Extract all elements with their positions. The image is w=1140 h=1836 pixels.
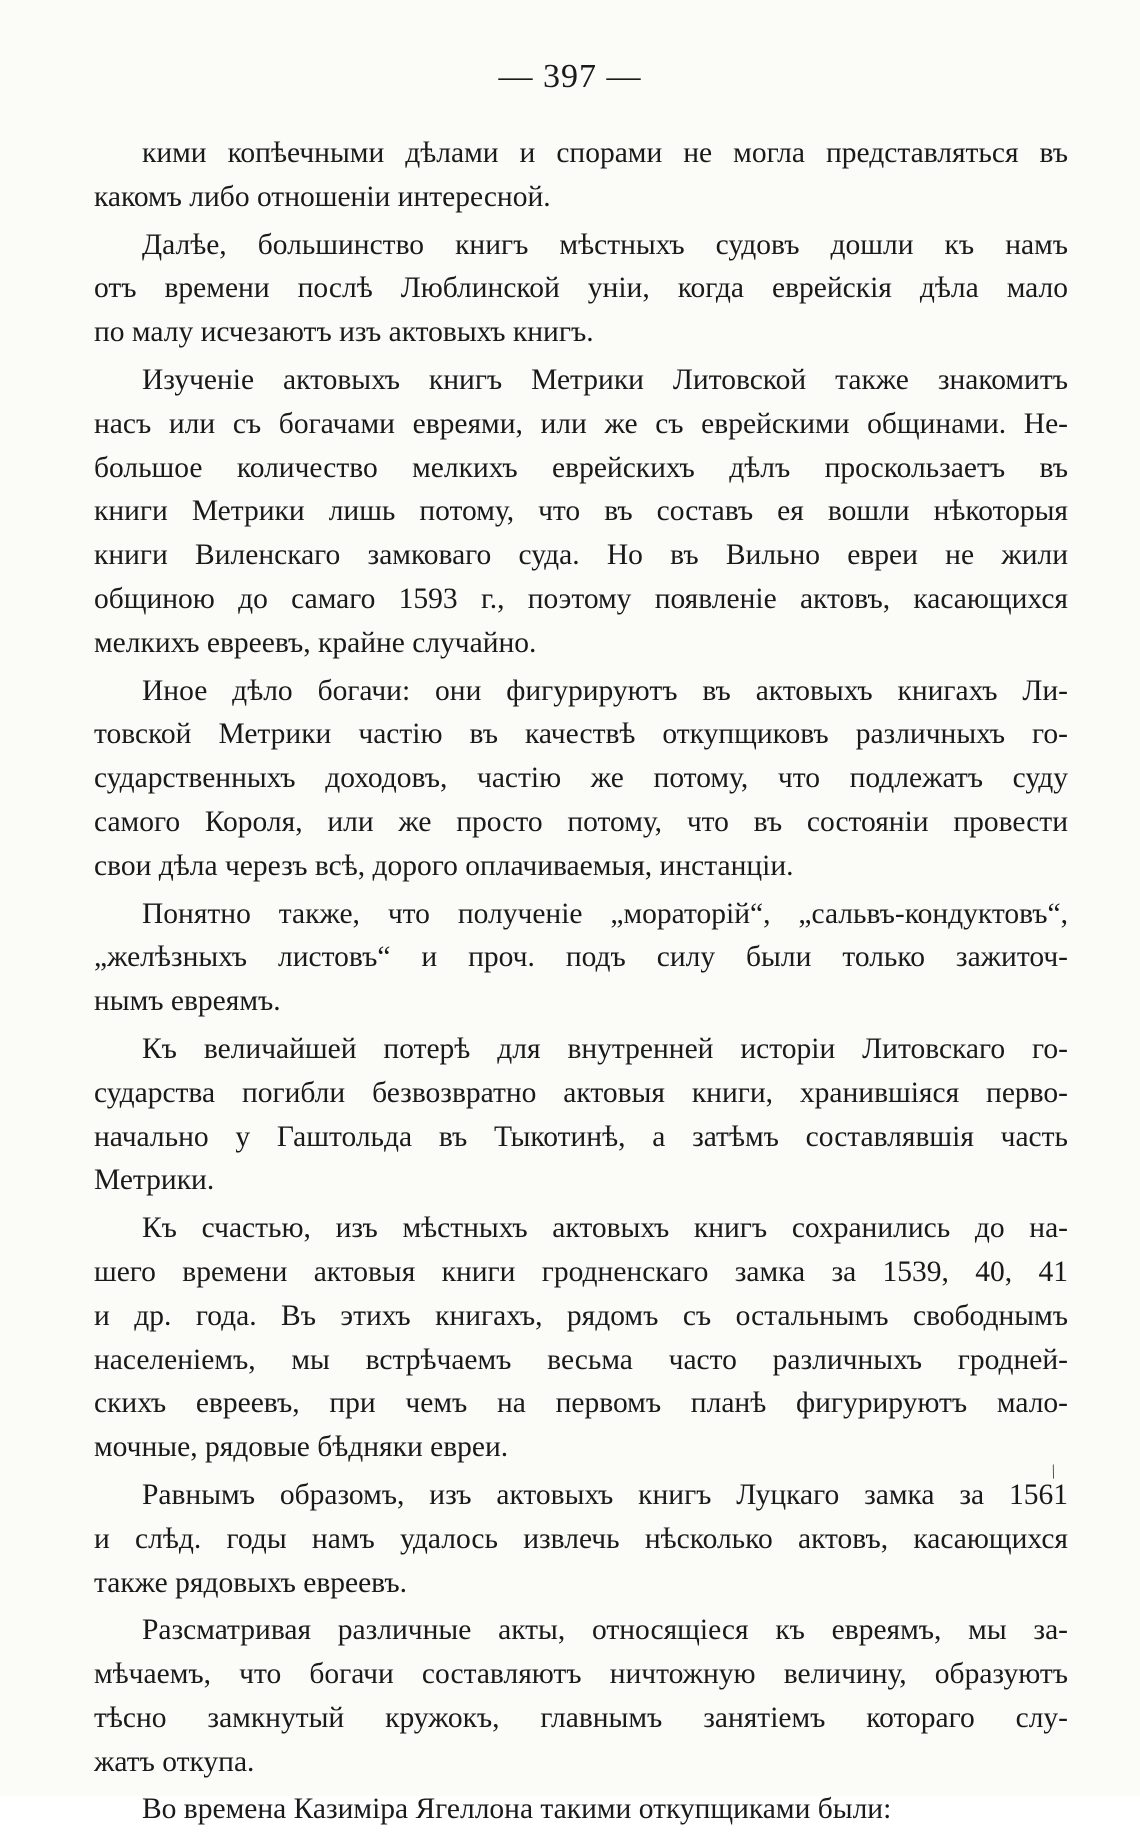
text-line: Разсматривая различные акты, относящіеся къ евреямъ, мы за-: [142, 1614, 1068, 1647]
paragraph: [94, 1609, 1068, 1784]
text-line: свои дѣла черезъ всѣ, дорого оплачиваемыя, инстанціи.: [94, 849, 794, 882]
paragraph: [94, 893, 1068, 1024]
text-line: Метрики.: [94, 1164, 215, 1197]
text-line: большое количество мелкихъ еврейскихъ дѣлъ проскользаетъ въ: [94, 451, 1068, 484]
text-line: по малу исчезаютъ изъ актовыхъ книгъ.: [94, 316, 594, 349]
margin-mark: /: [1047, 1460, 1060, 1484]
text-line: шего времени актовыя книги гродненскаго замка за 1539, 40, 41: [94, 1255, 1068, 1288]
text-line: сударства погибли безвозвратно актовыя книги, хранившіяся перво-: [94, 1076, 1068, 1109]
text-line: сударственныхъ доходовъ, частію же потому, что подлежатъ суду: [94, 762, 1068, 795]
text-line: Къ величайшей потерѣ для внутренней исторіи Литовскаго го-: [142, 1032, 1068, 1065]
text-line: Къ счастью, изъ мѣстныхъ актовыхъ книгъ сохранились до на-: [142, 1212, 1068, 1245]
text-line: Понятно также, что полученіе „мораторій“, „сальвъ-кондуктовъ“,: [142, 897, 1068, 930]
paragraph: [94, 1028, 1068, 1203]
paragraph: [94, 670, 1068, 889]
text-line: также рядовыхъ евреевъ.: [94, 1566, 408, 1599]
text-line: кими копѣечными дѣлами и спорами не могла представляться въ: [142, 137, 1068, 169]
text-line: насъ или съ богачами евреями, или же съ еврейскими общинами. Не-: [94, 407, 1068, 440]
text-line: жатъ откупа.: [94, 1745, 255, 1778]
text-line: мочные, рядовые бѣдняки евреи.: [94, 1431, 509, 1464]
text-line: и др. года. Въ этихъ книгахъ, рядомъ съ остальнымъ свободнымъ: [94, 1299, 1068, 1332]
text-line: Изученіе актовыхъ книгъ Метрики Литовской также знакомитъ: [142, 363, 1068, 396]
text-line: книги Виленскаго замковаго суда. Но въ Вильно евреи не жили: [94, 539, 1068, 572]
text-line: „желѣзныхъ листовъ“ и проч. подъ силу были только зажиточ-: [94, 941, 1068, 974]
text-line: начально у Гаштольда въ Тыкотинѣ, а затѣмъ составлявшія часть: [94, 1120, 1068, 1153]
text-body: [94, 132, 1068, 1836]
text-line: мелкихъ евреевъ, крайне случайно.: [94, 626, 537, 659]
paragraph: [94, 1788, 1068, 1832]
text-line: и слѣд. годы намъ удалось извлечь нѣсколько актовъ, касающихся: [94, 1522, 1068, 1555]
text-line: тѣсно замкнутый кружокъ, главнымъ занятіемъ котораго слу-: [94, 1701, 1068, 1734]
text-line: общиною до самаго 1593 г., поэтому появленіе актовъ, касающихся: [94, 582, 1068, 615]
text-line: книги Метрики лишь потому, что въ составъ ея вошли нѣкоторыя: [94, 495, 1068, 528]
text-line: Равнымъ образомъ, изъ актовыхъ книгъ Луцкаго замка за 1561: [142, 1478, 1068, 1511]
text-line: населеніемъ, мы встрѣчаемъ весьма часто различныхъ гродней-: [94, 1343, 1068, 1376]
paragraph: [94, 1207, 1068, 1470]
text-line: Иное дѣло богачи: они фигурируютъ въ актовыхъ книгахъ Ли-: [142, 674, 1068, 707]
text-line: Далѣе, большинство книгъ мѣстныхъ судовъ дошли къ намъ: [142, 228, 1068, 261]
text-line: товской Метрики частію въ качествѣ откупщиковъ различныхъ го-: [94, 718, 1068, 751]
text-line: отъ времени послѣ Люблинской уніи, когда еврейскія дѣла мало: [94, 272, 1068, 305]
paragraph: [94, 224, 1068, 355]
text-line: какомъ либо отношеніи интересной.: [94, 180, 551, 213]
page-number: — 397 —: [498, 58, 642, 95]
text-line: скихъ евреевъ, при чемъ на первомъ планѣ фигурируютъ мало-: [94, 1387, 1068, 1420]
paragraph: [94, 359, 1068, 666]
text-line: Во времена Казиміра Ягеллона такими откупщиками были:: [142, 1793, 892, 1826]
text-line: нымъ евреямъ.: [94, 985, 281, 1018]
text-line: мѣчаемъ, что богачи составляютъ ничтожную величину, образуютъ: [94, 1658, 1068, 1691]
paragraph: [94, 1474, 1068, 1605]
paragraph: [94, 132, 1068, 220]
text-line: самого Короля, или же просто потому, что въ состояніи провести: [94, 805, 1068, 838]
